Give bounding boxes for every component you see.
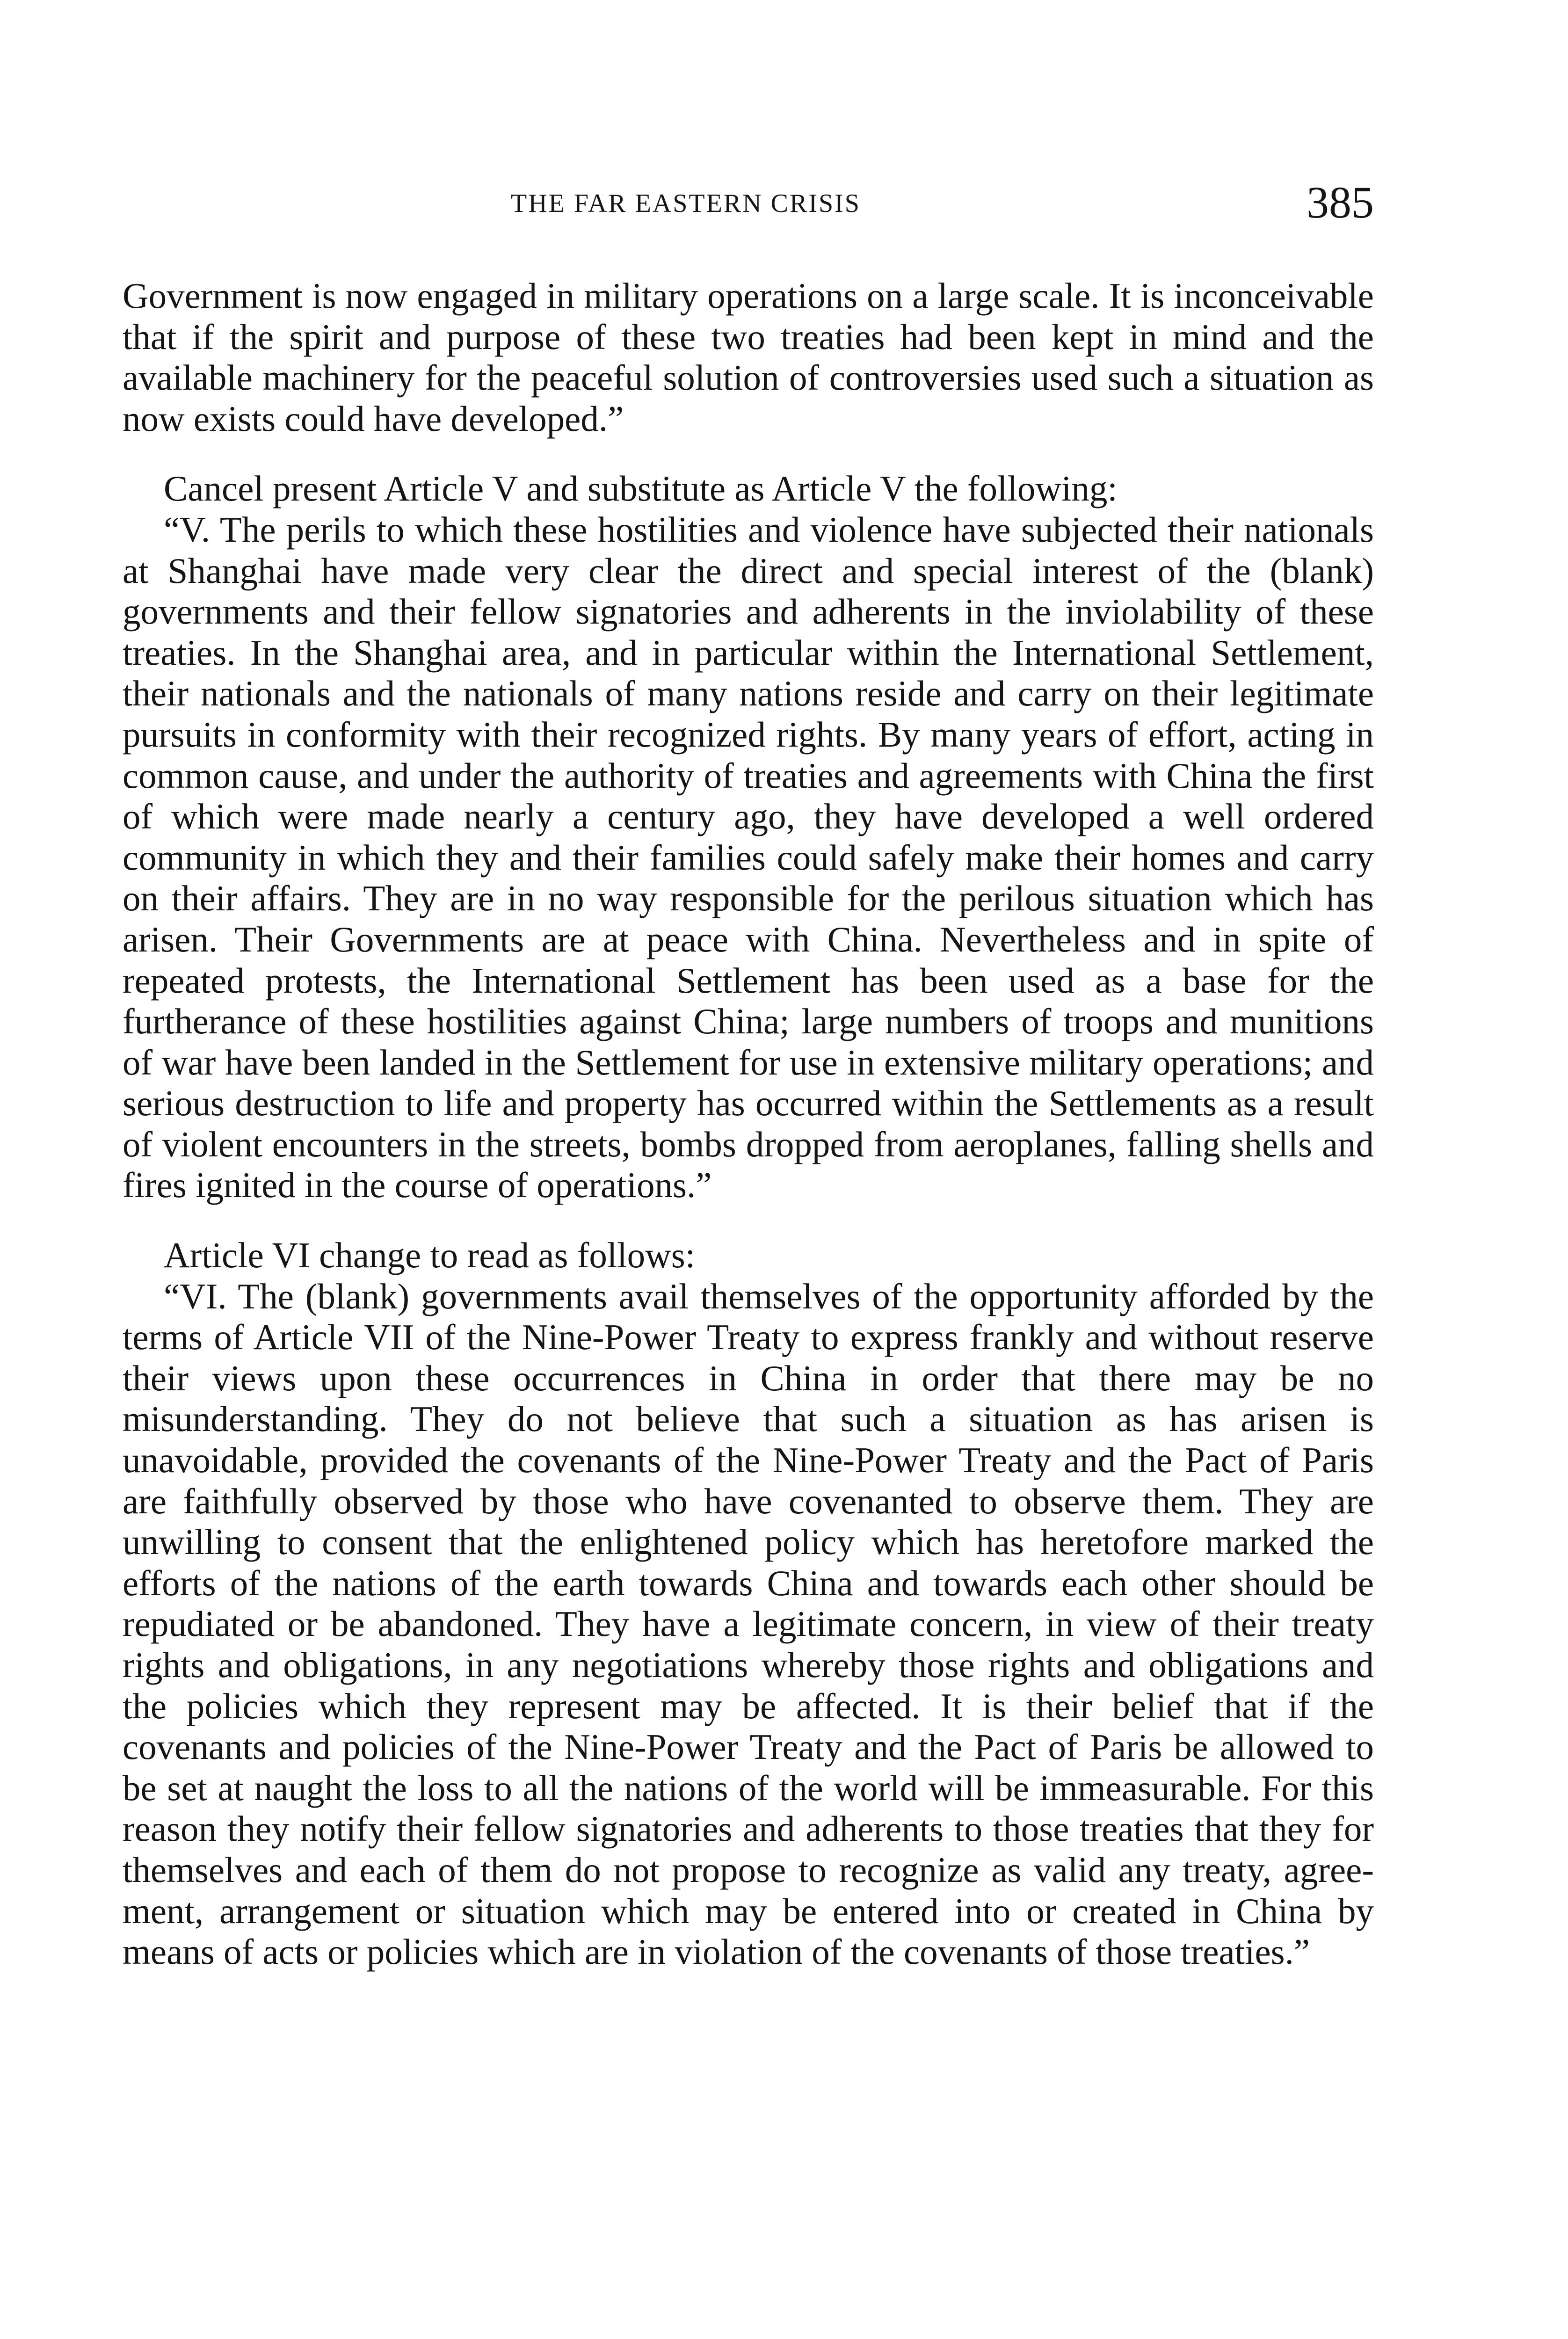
paragraph-article-vi: “VI. The (blank) governments avail themselves of the opportunity afforded by the terms of Article VII of the Nine-Power Treaty to express frankly and without reserve their views upon these occurrences in China in order that there may be no misunderstanding. They do not believe that such a situation as has arisen is unavoidable, provided the covenants of the Nine-Power Treaty and the Pact of Paris are faithfully observed by those who have covenanted to observe them. They are unwilling to consent that the enlightened policy which has heretofore marked the efforts of the nations of the earth towards China and towards each other should be repudiated or be abandoned. They have a legitimate concern, in view of their treaty rights and obligations, in any negotiations whereby those rights and obligations and the policies which they represent may be affected. It is their belief that if the covenants and policies of the Nine-Power Treaty and the Pact of Paris be allowed to be set at naught the loss to all the nations of the world will be immeasurable. For this reason they notify their fellow signatories and adherents to those treaties that they for themselves and each of them do not propose to recognize as valid any treaty, agreement, arrangement or situation which may be entered into or created in China by means of acts or policies which are in violation of the covenants of those treaties.” <box>123 1276 1374 1972</box>
running-head: THE FAR EASTERN CRISIS <box>511 189 861 218</box>
page-number: 385 <box>1307 177 1374 227</box>
paragraph-continuation: Government is now engaged in military operations on a large scale. It is inconceivable that if the spirit and purpose of these two treaties had been kept in mind and the available machinery for the peaceful solution of controversies used such a situation as now exists could have developed.” <box>123 276 1374 439</box>
body-text <box>123 276 1374 2310</box>
paragraph-article-vi-instruction: Article VI change to read as follows: <box>164 1235 696 1276</box>
document-page <box>123 177 1374 2339</box>
paragraph-article-v-instruction: Cancel present Article V and substitute as Article V the following: <box>164 468 1118 509</box>
paragraph-article-v: “V. The perils to which these hostilities and violence have subjected their nationals at Shanghai have made very clear the direct and special interest of the (blank) governments and their fellow signatories and adherents in the inviolability of these treaties. In the Shanghai area, and in particular within the International Settlement, their nationals and the nationals of many nations reside and carry on their legitimate pursuits in conformity with their recognized rights. By many years of effort, acting in common cause, and under the authority of treaties and agreements with China the first of which were made nearly a century ago, they have developed a well ordered community in which they and their families could safely make their homes and carry on their affairs. They are in no way responsible for the perilous situation which has arisen. Their Governments are at peace with China. Nevertheless and in spite of repeated protests, the International Settlement has been used as a base for the furtherance of these hostilities against China; large numbers of troops and munitions of war have been landed in the Settlement for use in extensive military operations; and serious destruction to life and property has occurred within the Settlements as a result of violent encounters in the streets, bombs dropped from aeroplanes, falling shells and fires ignited in the course of operations.” <box>123 509 1374 1206</box>
page-header <box>123 177 1374 227</box>
